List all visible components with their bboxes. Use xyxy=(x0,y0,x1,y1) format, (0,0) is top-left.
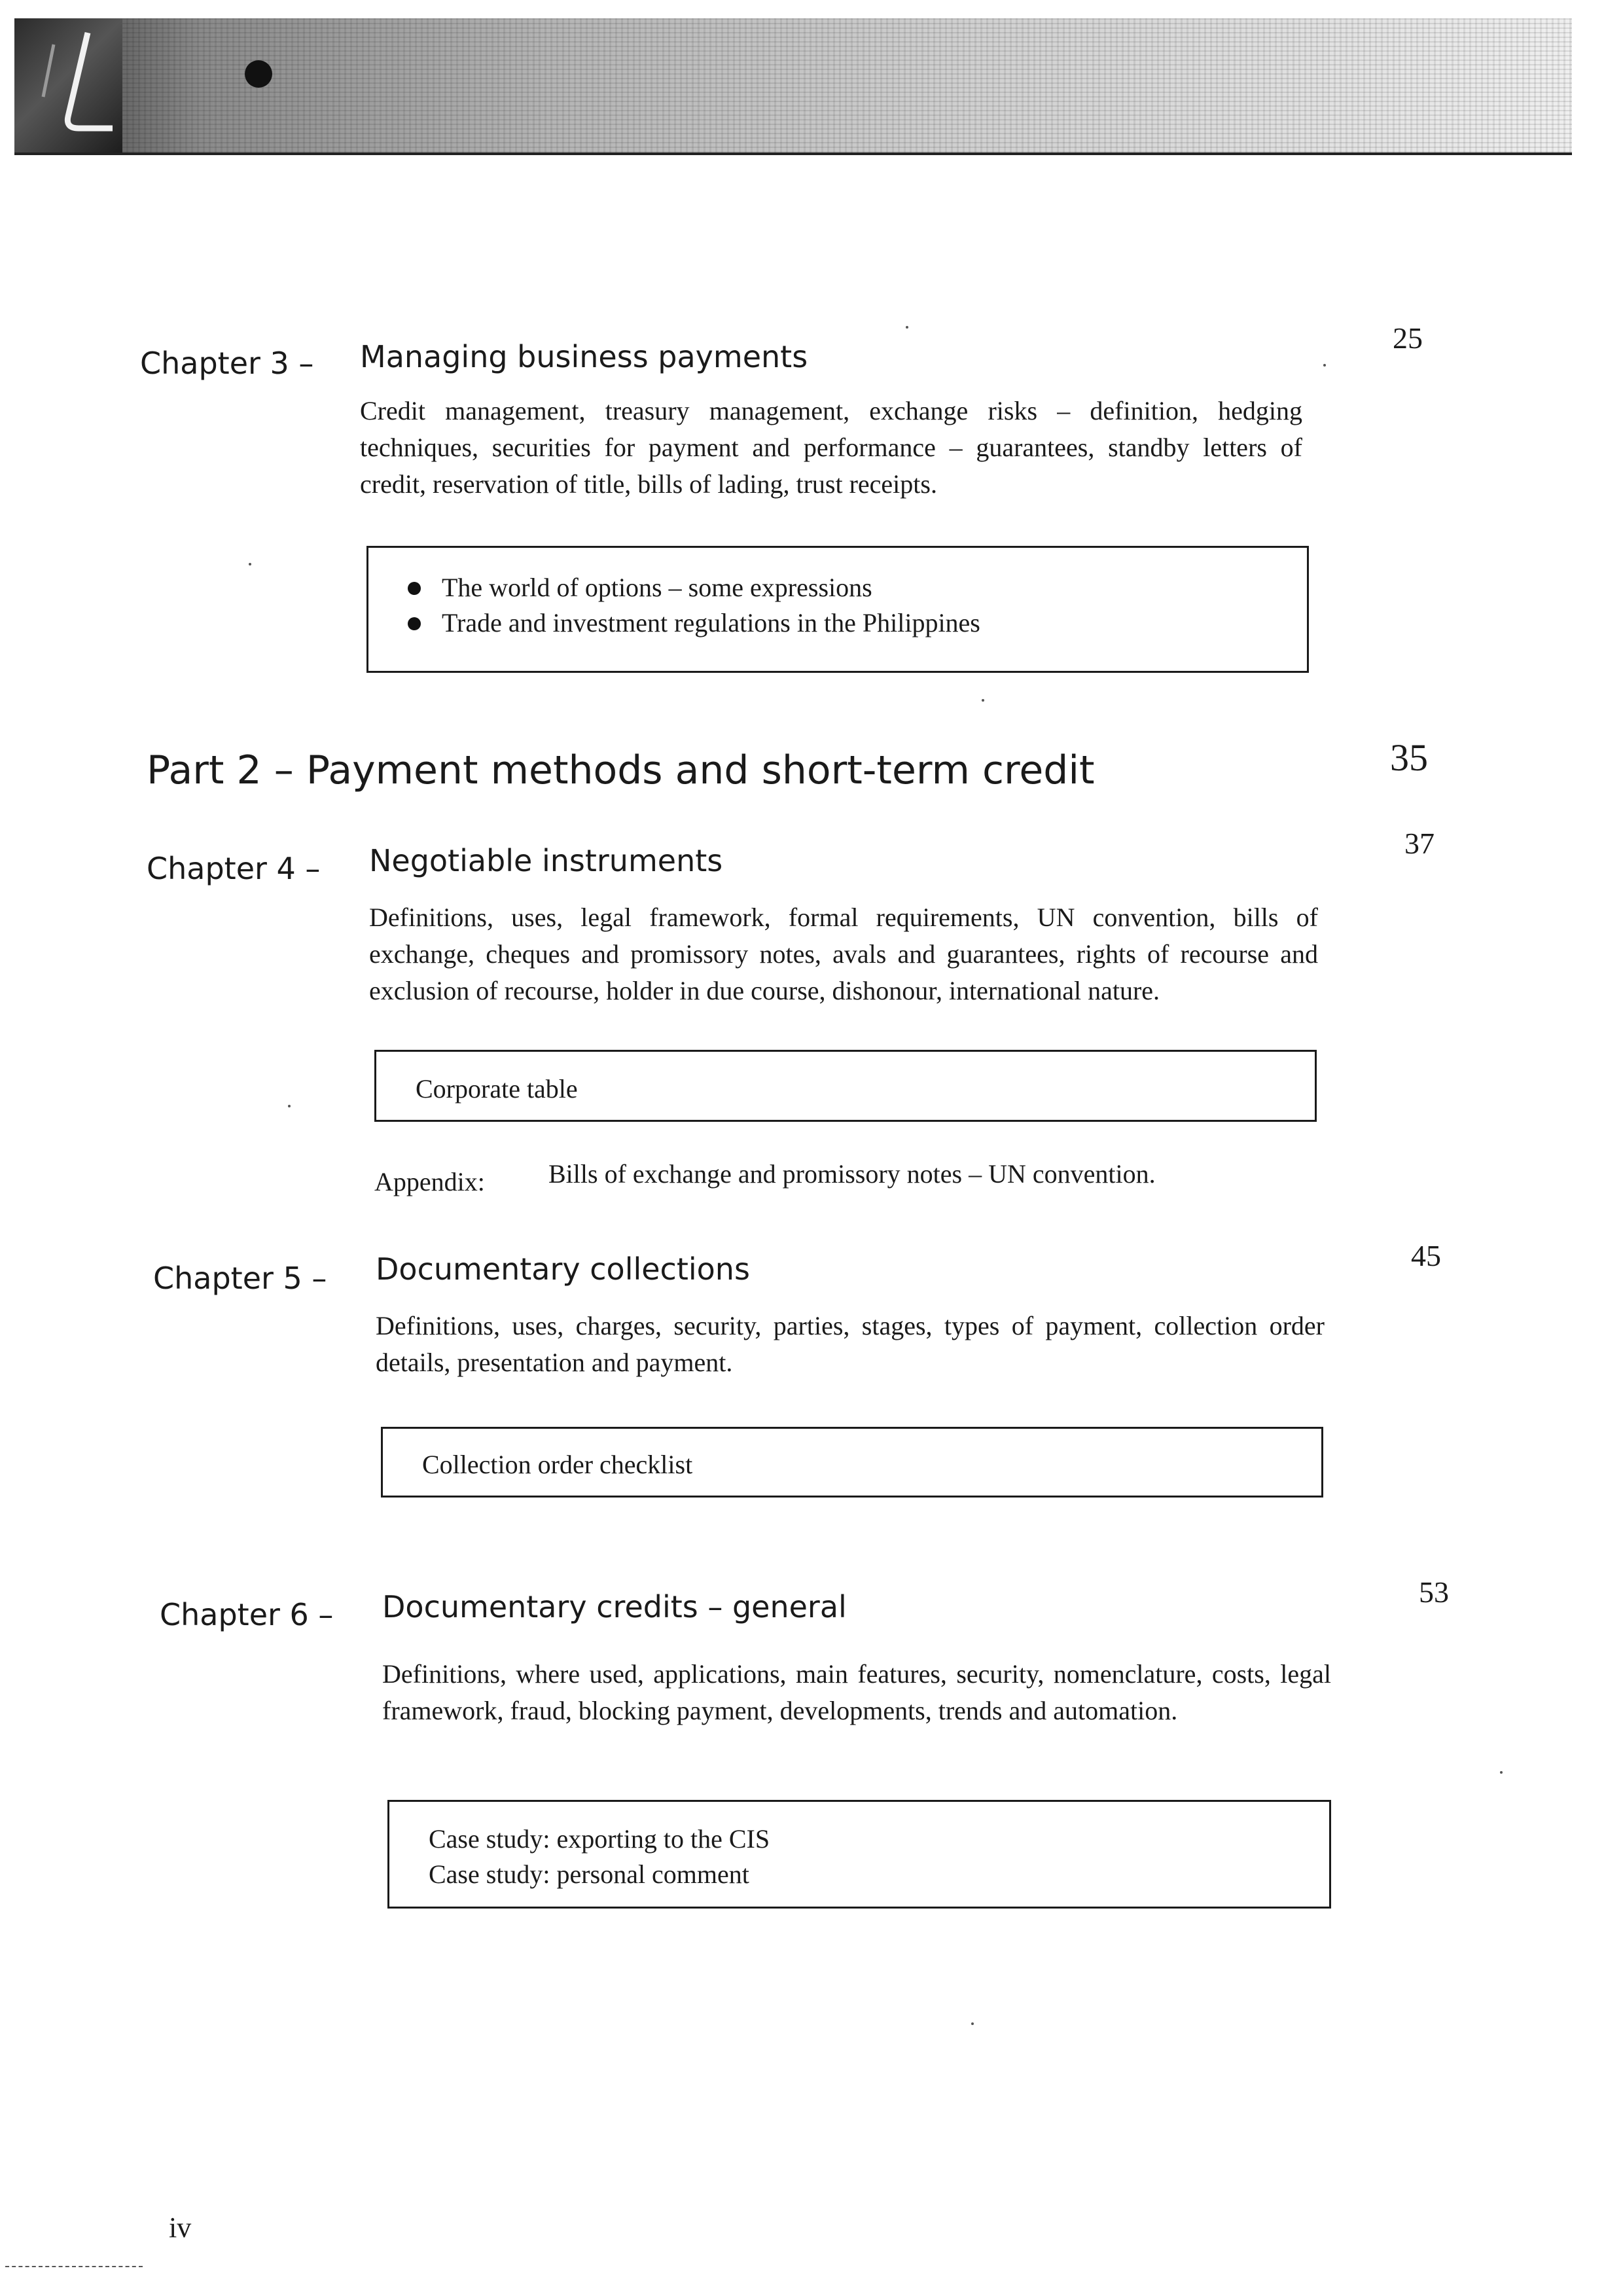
chapter-6-box-item: Case study: exporting to the CIS xyxy=(429,1824,770,1854)
appendix-label: Appendix: xyxy=(374,1167,485,1196)
chapter-4-page-number: 37 xyxy=(1404,827,1435,860)
chapter-6-box-item: Case study: personal comment xyxy=(429,1859,749,1889)
chapter-4-box xyxy=(374,1050,1317,1122)
bullet-icon xyxy=(408,582,421,595)
scan-speck xyxy=(288,1105,291,1107)
chapter-3-box-item: Trade and investment regulations in the Philippines xyxy=(401,605,1281,641)
chapter-5-label: Chapter 5 – xyxy=(153,1261,327,1296)
chapter-3-box-item: The world of options – some expressions xyxy=(401,570,1281,605)
scan-speck xyxy=(249,563,251,565)
chapter-4-label: Chapter 4 – xyxy=(147,851,321,886)
bullet-icon xyxy=(408,617,421,630)
chapter-5-description: Definitions, uses, charges, security, parties, stages, types of payment, collection order details, presentation and payment. xyxy=(376,1311,1325,1377)
footer-page-number: iv xyxy=(169,2212,192,2244)
footer-rule xyxy=(5,2266,143,2267)
chapter-3-title: Managing business payments xyxy=(360,339,808,374)
part-2-title: Part 2 – Payment methods and short-term credit xyxy=(147,747,1095,793)
chapter-3-box xyxy=(366,546,1309,673)
chapter-6-description: Definitions, where used, applications, main features, security, nomenclature, costs, legal framework, fraud, blocking payment, developments, trends and automation. xyxy=(382,1659,1331,1725)
chapter-6-page-number: 53 xyxy=(1419,1575,1449,1609)
scan-speck xyxy=(1500,1771,1503,1774)
chapter-6-label: Chapter 6 – xyxy=(160,1597,334,1632)
chapter-5-page-number: 45 xyxy=(1411,1239,1441,1272)
appendix-text: Bills of exchange and promissory notes – UN convention. xyxy=(548,1159,1156,1189)
scan-speck xyxy=(1323,364,1326,367)
book-logo-icon xyxy=(14,18,122,152)
chapter-5-title: Documentary collections xyxy=(376,1251,750,1287)
chapter-4-description: Definitions, uses, legal framework, formal requirements, UN convention, bills of exchange, cheques and promissory notes, avals and guarantees, rights of recourse and exclusion of recourse, holder in due course, dishonour, international nature. xyxy=(369,903,1318,1005)
chapter-3-page-number: 25 xyxy=(1393,321,1423,355)
part-2-page-number: 35 xyxy=(1390,736,1428,779)
chapter-3-description: Credit management, treasury management, exchange risks – definition, hedging techniques, securities for payment and performance – guarantees, standby letters of credit, reservation of title, bills of lading, trust receipts. xyxy=(360,396,1302,499)
chapter-6-title: Documentary credits – general xyxy=(382,1589,847,1624)
scan-speck xyxy=(906,326,908,329)
scan-speck xyxy=(971,2022,974,2025)
chapter-6-box xyxy=(387,1800,1331,1909)
chapter-4-title: Negotiable instruments xyxy=(369,843,723,878)
banner-dot-icon xyxy=(245,60,272,88)
scan-speck xyxy=(982,699,984,702)
header-banner xyxy=(14,18,1572,155)
chapter-4-box-item: Corporate table xyxy=(416,1074,578,1103)
chapter-5-box-item: Collection order checklist xyxy=(422,1450,693,1479)
chapter-3-label: Chapter 3 – xyxy=(140,346,314,381)
chapter-5-box xyxy=(381,1427,1323,1498)
